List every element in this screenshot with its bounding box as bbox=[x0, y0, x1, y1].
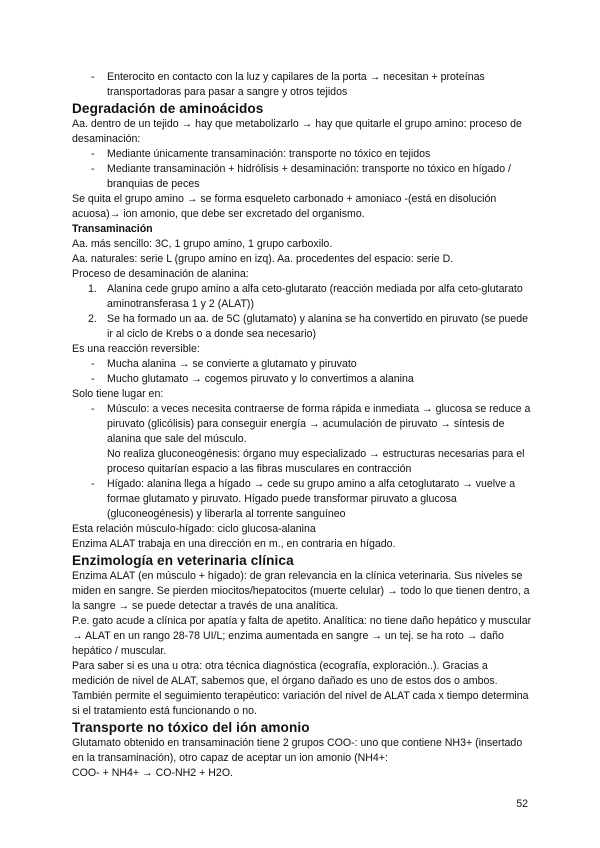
list-item: - Mediante transaminación + hidrólisis + desaminación: transporte no tóxico en hígado / branquias de peces bbox=[72, 162, 532, 192]
musculo-text-2: No realiza gluconeogénesis: órgano muy especializado → estructuras necesarias para el proceso quitarían espacio a las fibras musculares en contracción bbox=[107, 448, 525, 475]
list-item bbox=[72, 402, 532, 477]
top-bullet-list bbox=[72, 70, 532, 100]
document-page bbox=[72, 70, 532, 781]
section-title-transporte: Transporte no tóxico del ión amonio bbox=[72, 720, 310, 735]
section-title-degradacion: Degradación de aminoácidos bbox=[72, 101, 264, 116]
lugar-list bbox=[72, 402, 532, 522]
reversible-list bbox=[72, 357, 532, 387]
step-number: 2. bbox=[88, 313, 97, 325]
list-item bbox=[72, 282, 532, 312]
paragraph: Aa. más sencillo: 3C, 1 grupo amino, 1 grupo carboxilo. bbox=[72, 238, 333, 250]
musculo-text: - Músculo: a veces necesita contraerse de forma rápida e inmediata → glucosa se reduce a piruvato (glicólisis) para conseguir energía → acumulación de piruvato → síntesis de alanina que sale del músculo. bbox=[107, 403, 531, 445]
list-item: - Mediante únicamente transaminación: transporte no tóxico en tejidos bbox=[72, 147, 532, 162]
paragraph: Glutamato obtenido en transaminación tiene 2 grupos COO-: uno que contiene NH3+ (insertado en la transaminación), otro capaz de aceptar un ion amonio (NH4+: bbox=[72, 737, 523, 764]
paragraph: Enzima ALAT trabaja en una dirección en m., en contraria en hígado. bbox=[72, 538, 396, 550]
list-item: - Hígado: alanina llega a hígado → cede su grupo amino a alfa cetoglutarato → vuelve a formae glutamato y piruvato. Hígado puede transformar piruvato a glucosa (gluconeogénesis) y liberarla al torrente sanguíneo bbox=[72, 477, 532, 522]
paragraph: Enzima ALAT (en músculo + hígado): de gran relevancia en la clínica veterinaria. Sus niveles se miden en sangre. Se pierden miocitos/hepatocitos (muerte celular) → todo lo que tienen dentro, a la sangre → se puede detectar a través de una analítica. bbox=[72, 570, 530, 612]
paragraph: Se quita el grupo amino → se forma esqueleto carbonado + amoniaco -(está en disolución acuosa)→ ion amonio, que debe ser excretado del organismo. bbox=[72, 193, 497, 220]
list-item: - Mucho glutamato → cogemos piruvato y lo convertimos a alanina bbox=[72, 372, 532, 387]
step-text: Alanina cede grupo amino a alfa ceto-glutarato (reacción mediada por alfa ceto-glutarato aminotransferasa 1 y 2 (ALAT)) bbox=[107, 283, 523, 310]
list-item bbox=[72, 312, 532, 342]
step-number: 1. bbox=[88, 283, 97, 295]
paragraph: Para saber si es una u otra: otra técnica diagnóstica (ecografía, exploración..). Gracias a medición de nivel de ALAT, sabemos que, el órgano dañado es uno de estos dos o ambos. También permite el seguimiento terapéutico: variación del nivel de ALAT cada x tiempo determina si el tratamiento está funcionando o no. bbox=[72, 660, 529, 717]
paragraph: Aa. naturales: serie L (grupo amino en izq). Aa. procedentes del espacio: serie D. bbox=[72, 253, 454, 265]
step-text: Se ha formado un aa. de 5C (glutamato) y alanina se ha convertido en piruvato (se puede ir al ciclo de Krebs o a donde sea necesario) bbox=[107, 313, 529, 340]
equation: COO- + NH4+ → CO-NH2 + H2O. bbox=[72, 767, 234, 779]
page-number: 52 bbox=[516, 798, 528, 810]
paragraph: Es una reacción reversible: bbox=[72, 343, 200, 355]
desaminacion-list bbox=[72, 147, 532, 192]
paragraph: Solo tiene lugar en: bbox=[72, 388, 164, 400]
section-title-enzimologia: Enzimología en veterinaria clínica bbox=[72, 553, 294, 568]
paragraph: Aa. dentro de un tejido → hay que metabolizarlo → hay que quitarle el grupo amino: proceso de desaminación: bbox=[72, 118, 522, 145]
paragraph: Esta relación músculo-hígado: ciclo glucosa-alanina bbox=[72, 523, 316, 535]
subsection-title-transaminacion: Transaminación bbox=[72, 223, 153, 235]
list-item: - Enterocito en contacto con la luz y capilares de la porta → necesitan + proteínas transportadoras para pasar a sangre y otros tejidos bbox=[72, 70, 532, 100]
paragraph: P.e. gato acude a clínica por apatía y falta de apetito. Analítica: no tiene daño hepático y muscular → ALAT en un rango 28-78 UI/L; enzima aumentada en sangre → un tej. se ha roto → daño hepático / muscular. bbox=[72, 615, 532, 657]
list-item: - Mucha alanina → se convierte a glutamato y piruvato bbox=[72, 357, 532, 372]
paragraph: Proceso de desaminación de alanina: bbox=[72, 268, 249, 280]
alanina-steps-list bbox=[72, 282, 532, 342]
